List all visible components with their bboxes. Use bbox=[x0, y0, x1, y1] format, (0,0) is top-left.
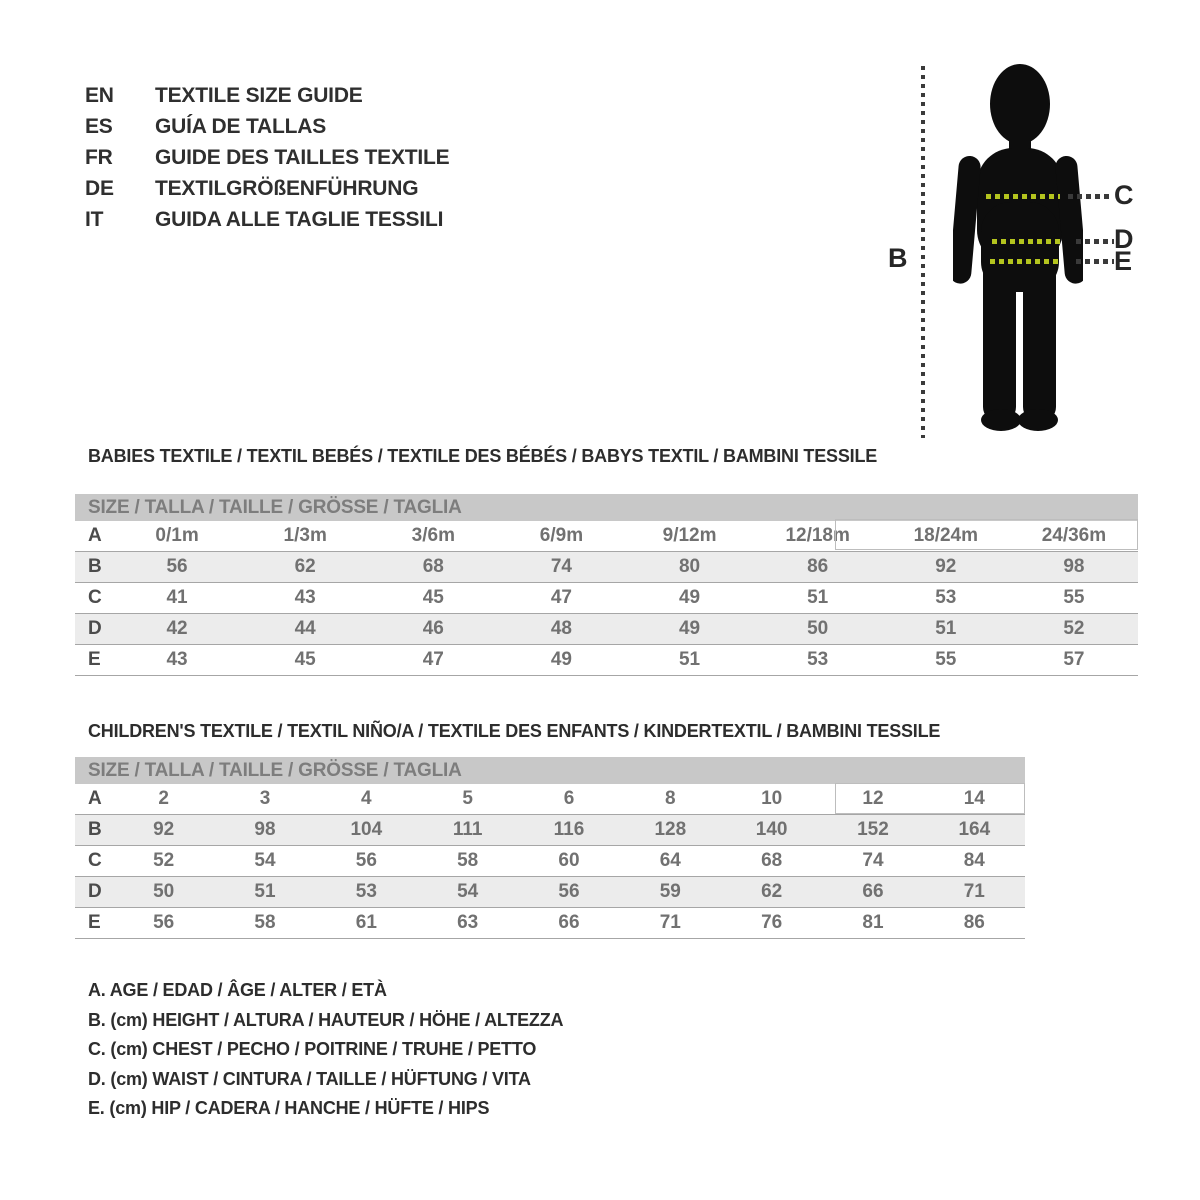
table-row bbox=[75, 815, 1025, 846]
table-row bbox=[75, 583, 1138, 614]
value-cell: 68 bbox=[422, 556, 444, 577]
row-label: A bbox=[88, 525, 102, 546]
children-size-selection-box bbox=[835, 783, 1025, 814]
value-cell: 51 bbox=[807, 587, 829, 608]
value-cell: 52 bbox=[1063, 618, 1085, 639]
value-cell: 49 bbox=[678, 587, 701, 608]
value-cell: 52 bbox=[153, 850, 175, 871]
value-cell: 62 bbox=[761, 881, 783, 902]
value-cell: 24/36m bbox=[1041, 525, 1107, 546]
hip-label: E bbox=[1114, 246, 1133, 276]
value-cell: 63 bbox=[457, 912, 479, 933]
value-cell: 71 bbox=[659, 912, 681, 933]
value-cell: 80 bbox=[678, 556, 701, 577]
language-code: IT bbox=[85, 208, 104, 231]
chest-leader-line bbox=[1068, 194, 1110, 199]
language-list bbox=[85, 80, 449, 235]
value-cell: 58 bbox=[457, 850, 479, 871]
language-row bbox=[85, 173, 449, 204]
row-label: D bbox=[88, 881, 102, 902]
waist-label: D bbox=[1114, 224, 1134, 254]
value-cell: 47 bbox=[422, 649, 444, 670]
value-cell: 86 bbox=[807, 556, 829, 577]
language-row bbox=[85, 111, 449, 142]
babies-size-selection-box bbox=[835, 519, 1138, 550]
value-cell: 76 bbox=[761, 912, 783, 933]
value-cell: 2 bbox=[158, 788, 169, 809]
value-cell: 45 bbox=[294, 649, 316, 670]
language-row bbox=[85, 80, 449, 111]
hip-leader-line bbox=[1076, 259, 1114, 264]
babies-section-heading: BABIES TEXTILE / TEXTIL BEBÉS / TEXTILE DES BÉBÉS / BABYS TEXTIL / BAMBINI TESSILE bbox=[88, 446, 878, 466]
table-row bbox=[75, 552, 1138, 583]
value-cell: 55 bbox=[1063, 587, 1085, 608]
row-label: A bbox=[88, 788, 102, 809]
legend-row: A. AGE / EDAD / ÂGE / ALTER / ETÀ bbox=[88, 980, 387, 1000]
value-cell: 64 bbox=[659, 850, 681, 871]
value-cell: 98 bbox=[1063, 556, 1085, 577]
value-cell: 1/3m bbox=[283, 525, 327, 546]
row-label: B bbox=[88, 819, 102, 840]
value-cell: 42 bbox=[166, 618, 188, 639]
value-cell: 56 bbox=[355, 850, 377, 871]
value-cell: 61 bbox=[355, 912, 377, 933]
waist-measure-line bbox=[992, 239, 1062, 244]
value-cell: 116 bbox=[553, 819, 585, 840]
language-title: GUÍA DE TALLAS bbox=[155, 115, 327, 138]
value-cell: 9/12m bbox=[662, 525, 717, 546]
row-label: E bbox=[88, 912, 101, 933]
value-cell: 51 bbox=[254, 881, 276, 902]
value-cell: 49 bbox=[550, 649, 572, 670]
value-cell: 12 bbox=[862, 788, 884, 809]
value-cell: 104 bbox=[350, 819, 383, 840]
value-cell: 47 bbox=[550, 587, 572, 608]
value-cell: 46 bbox=[422, 618, 444, 639]
size-table-header: SIZE / TALLA / TAILLE / GRÖSSE / TAGLIA bbox=[75, 494, 1138, 521]
value-cell: 81 bbox=[862, 912, 884, 933]
value-cell: 51 bbox=[935, 618, 957, 639]
value-cell: 50 bbox=[153, 881, 175, 902]
legend-row: C. (cm) CHEST / PECHO / POITRINE / TRUHE / PETTO bbox=[88, 1039, 537, 1059]
value-cell: 50 bbox=[807, 618, 829, 639]
value-cell: 44 bbox=[294, 618, 316, 639]
value-cell: 56 bbox=[153, 912, 175, 933]
value-cell: 84 bbox=[963, 850, 985, 871]
chest-measure-line bbox=[986, 194, 1060, 199]
value-cell: 5 bbox=[462, 788, 473, 809]
table-row bbox=[75, 877, 1025, 908]
table-row bbox=[75, 645, 1138, 676]
child-silhouette-icon bbox=[953, 62, 1083, 434]
value-cell: 54 bbox=[457, 881, 479, 902]
table-row bbox=[75, 846, 1025, 877]
value-cell: 92 bbox=[935, 556, 957, 577]
value-cell: 66 bbox=[862, 881, 884, 902]
row-label: B bbox=[88, 556, 102, 577]
table-row bbox=[75, 614, 1138, 645]
value-cell: 56 bbox=[558, 881, 580, 902]
legend-row: D. (cm) WAIST / CINTURA / TAILLE / HÜFTUNG / VITA bbox=[88, 1068, 531, 1089]
value-cell: 6 bbox=[563, 788, 575, 809]
value-cell: 59 bbox=[659, 881, 681, 902]
value-cell: 14 bbox=[963, 788, 985, 809]
value-cell: 55 bbox=[935, 649, 957, 670]
value-cell: 49 bbox=[678, 618, 701, 639]
table-row bbox=[75, 908, 1025, 939]
language-title: GUIDA ALLE TAGLIE TESSILI bbox=[155, 208, 444, 231]
value-cell: 92 bbox=[153, 819, 175, 840]
size-figure bbox=[860, 40, 1190, 460]
value-cell: 71 bbox=[963, 881, 985, 902]
chest-label: C bbox=[1114, 180, 1134, 210]
language-code: FR bbox=[85, 146, 113, 169]
hip-measure-line bbox=[990, 259, 1062, 264]
value-cell: 0/1m bbox=[155, 525, 199, 546]
value-cell: 60 bbox=[558, 850, 580, 871]
legend-row: B. (cm) HEIGHT / ALTURA / HAUTEUR / HÖHE / ALTEZZA bbox=[88, 1009, 564, 1030]
row-label: C bbox=[88, 850, 102, 871]
value-cell: 54 bbox=[254, 850, 276, 871]
value-cell: 12/18m bbox=[785, 525, 850, 546]
language-row bbox=[85, 204, 449, 235]
waist-leader-line bbox=[1076, 239, 1114, 244]
language-title: TEXTILGRÖßENFÜHRUNG bbox=[155, 177, 419, 200]
value-cell: 164 bbox=[958, 819, 991, 840]
value-cell: 152 bbox=[857, 819, 889, 840]
value-cell: 68 bbox=[761, 850, 783, 871]
language-code: EN bbox=[85, 84, 114, 107]
value-cell: 3/6m bbox=[411, 525, 455, 546]
value-cell: 41 bbox=[166, 587, 188, 608]
value-cell: 74 bbox=[862, 850, 884, 871]
height-label: B bbox=[888, 243, 908, 273]
value-cell: 4 bbox=[361, 788, 372, 809]
language-title: TEXTILE SIZE GUIDE bbox=[155, 84, 363, 107]
value-cell: 3 bbox=[259, 788, 271, 809]
row-label: C bbox=[88, 587, 102, 608]
value-cell: 66 bbox=[558, 912, 580, 933]
language-row bbox=[85, 142, 449, 173]
value-cell: 6/9m bbox=[539, 525, 584, 546]
value-cell: 8 bbox=[665, 788, 676, 809]
value-cell: 128 bbox=[654, 819, 687, 840]
value-cell: 111 bbox=[452, 819, 483, 840]
row-label: D bbox=[88, 618, 102, 639]
language-code: ES bbox=[85, 115, 113, 138]
value-cell: 58 bbox=[254, 912, 276, 933]
value-cell: 45 bbox=[422, 587, 444, 608]
value-cell: 56 bbox=[166, 556, 188, 577]
value-cell: 74 bbox=[550, 556, 572, 577]
value-cell: 62 bbox=[294, 556, 316, 577]
children-section-heading: CHILDREN'S TEXTILE / TEXTIL NIÑO/A / TEXTILE DES ENFANTS / KINDERTEXTIL / BAMBINI TESSILE bbox=[88, 721, 941, 741]
value-cell: 53 bbox=[807, 649, 829, 670]
value-cell: 18/24m bbox=[913, 525, 979, 546]
value-cell: 86 bbox=[963, 912, 985, 933]
value-cell: 98 bbox=[254, 819, 276, 840]
value-cell: 140 bbox=[755, 819, 788, 840]
height-measure-line bbox=[921, 66, 925, 438]
measurement-legend bbox=[88, 976, 563, 1124]
value-cell: 43 bbox=[166, 649, 188, 670]
language-title: GUIDE DES TAILLES TEXTILE bbox=[155, 146, 450, 169]
value-cell: 43 bbox=[294, 587, 316, 608]
size-table-header: SIZE / TALLA / TAILLE / GRÖSSE / TAGLIA bbox=[75, 757, 1025, 784]
value-cell: 51 bbox=[678, 649, 701, 670]
row-label: E bbox=[88, 649, 101, 670]
legend-row: E. (cm) HIP / CADERA / HANCHE / HÜFTE / HIPS bbox=[88, 1098, 490, 1118]
value-cell: 53 bbox=[935, 587, 957, 608]
language-code: DE bbox=[85, 177, 114, 200]
value-cell: 53 bbox=[355, 881, 377, 902]
value-cell: 48 bbox=[550, 618, 572, 639]
value-cell: 57 bbox=[1063, 649, 1085, 670]
value-cell: 10 bbox=[761, 788, 783, 809]
